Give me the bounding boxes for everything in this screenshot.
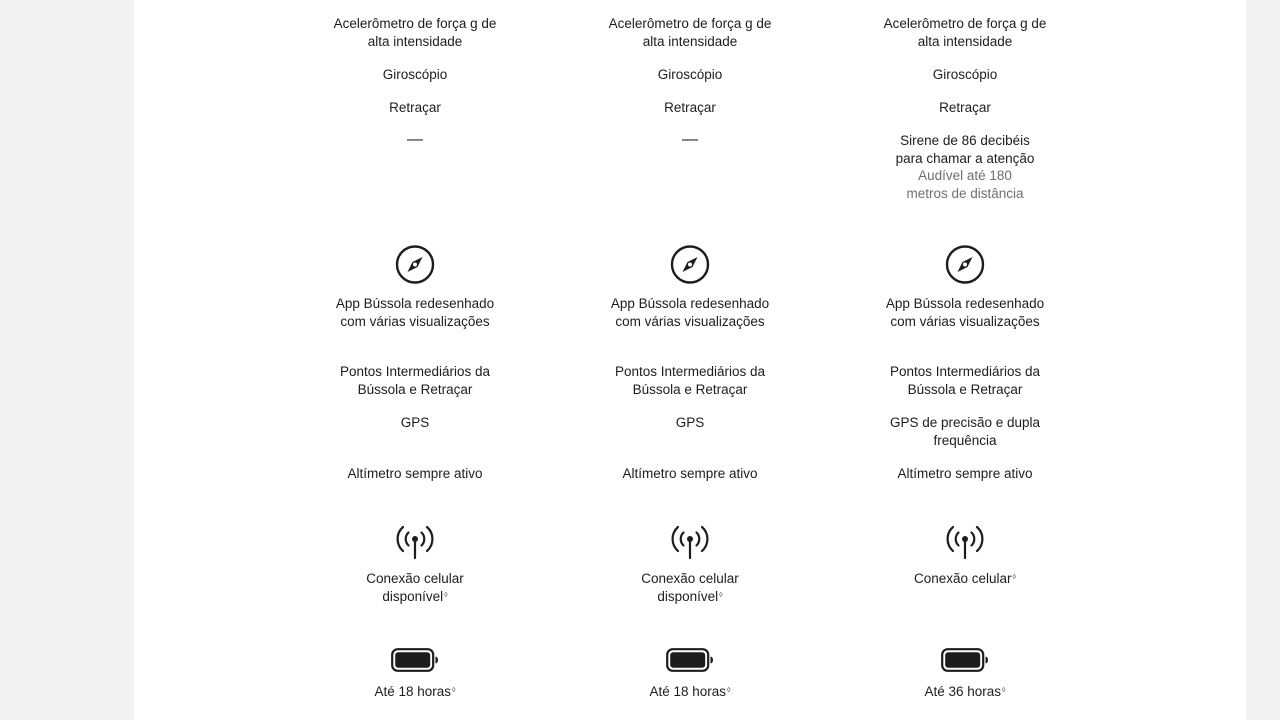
cellular-footnote[interactable]: ◊: [1012, 574, 1017, 581]
siren-unavailable-dash: —: [407, 131, 423, 148]
waypoints-text: Pontos Intermediários da Bússola e Retraçar: [889, 364, 1041, 397]
gyroscope-text: Giroscópio: [382, 67, 448, 82]
comparison-column-3: [855, 0, 1075, 720]
battery-text: [580, 683, 800, 701]
battery-label: Até 18 horas: [649, 684, 727, 699]
antenna-icon: [945, 522, 985, 560]
altimeter-text: Altímetro sempre ativo: [622, 466, 758, 481]
battery-icon: [666, 648, 714, 672]
cellular-footnote[interactable]: ◊: [719, 591, 723, 599]
siren-unavailable-dash: —: [682, 131, 698, 148]
gyroscope-text: Giroscópio: [932, 67, 998, 82]
cellular-label: Conexão celular: [913, 571, 1012, 586]
battery-text: [305, 683, 525, 701]
battery-label: Até 18 horas: [374, 684, 452, 699]
backtrack-text: Retraçar: [939, 100, 991, 115]
backtrack-text: Retraçar: [389, 100, 441, 115]
battery-icon: [941, 648, 989, 672]
compass-icon: [396, 245, 435, 284]
comparison-column-1: [305, 0, 525, 720]
gps-text: GPS: [675, 415, 705, 430]
altimeter-text: Altímetro sempre ativo: [897, 466, 1033, 481]
backtrack-text: Retraçar: [664, 100, 716, 115]
compass-app-text: App Bússola redesenhado com várias visualizações: [335, 296, 495, 329]
cellular-footnote[interactable]: ◊: [444, 591, 448, 599]
gps-text: GPS: [400, 415, 430, 430]
cellular-label: Conexão celular disponível: [366, 571, 464, 604]
compass-app-text: App Bússola redesenhado com várias visualizações: [610, 296, 770, 329]
accelerometer-text: Acelerômetro de força g de alta intensidade: [333, 16, 497, 49]
battery-label: Até 36 horas: [924, 684, 1002, 699]
cellular-label: Conexão celular disponível: [641, 571, 739, 604]
comparison-column-2: [580, 0, 800, 720]
gps-text: GPS de precisão e dupla frequência: [889, 415, 1041, 448]
antenna-icon: [395, 522, 435, 560]
compass-icon: [671, 245, 710, 284]
siren-title-text: Sirene de 86 decibéis para chamar a atenção: [895, 133, 1035, 166]
compass-app-text: App Bússola redesenhado com várias visualizações: [885, 296, 1045, 329]
battery-footnote[interactable]: ◊: [1002, 687, 1006, 694]
cellular-text: [855, 570, 1075, 588]
gyroscope-text: Giroscópio: [657, 67, 723, 82]
antenna-icon: [670, 522, 710, 560]
cellular-text: [305, 570, 525, 605]
cellular-text: [580, 570, 800, 605]
battery-icon: [391, 648, 439, 672]
battery-footnote[interactable]: ◊: [452, 687, 456, 694]
accelerometer-text: Acelerômetro de força g de alta intensidade: [608, 16, 772, 49]
battery-text: [855, 683, 1075, 701]
waypoints-text: Pontos Intermediários da Bússola e Retraçar: [614, 364, 766, 397]
altimeter-text: Altímetro sempre ativo: [347, 466, 483, 481]
waypoints-text: Pontos Intermediários da Bússola e Retraçar: [339, 364, 491, 397]
siren-subtitle-text: Audível até 180 metros de distância: [906, 168, 1024, 201]
battery-footnote[interactable]: ◊: [727, 687, 731, 694]
comparison-page: [134, 0, 1246, 720]
compass-icon: [946, 245, 985, 284]
accelerometer-text: Acelerômetro de força g de alta intensidade: [883, 16, 1047, 49]
